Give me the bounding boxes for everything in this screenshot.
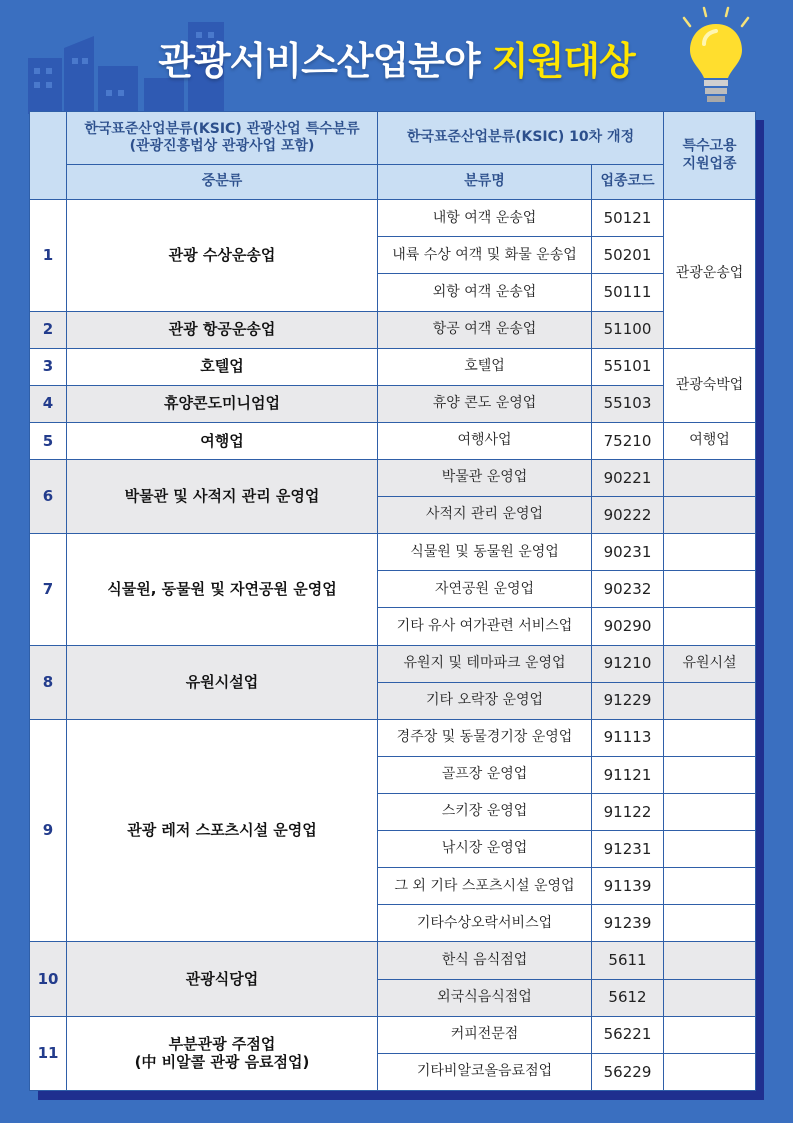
table-row [30,348,756,385]
row-category: 관광 수상운송업 [67,200,378,311]
special-cell [664,868,756,905]
row-category: 호텔업 [67,348,378,385]
table-row [30,942,756,979]
light-bulb-icon [680,6,752,110]
code-cell: 51100 [592,311,664,348]
class-name-cell: 유원지 및 테마파크 운영업 [378,645,592,682]
row-number: 1 [30,200,67,311]
special-cell [664,979,756,1016]
class-name-cell: 기타 유사 여가관련 서비스업 [378,608,592,645]
code-cell: 90231 [592,534,664,571]
page-title [0,30,793,85]
class-name-cell: 호텔업 [378,348,592,385]
row-number: 3 [30,348,67,385]
row-category: 박물관 및 사적지 관리 운영업 [67,460,378,534]
header-ksic-tourism: 한국표준산업분류(KSIC) 관광산업 특수분류 (관광진흥법상 관광사업 포함) [67,112,378,165]
row-category: 관광 레저 스포츠시설 운영업 [67,719,378,942]
class-name-cell: 골프장 운영업 [378,756,592,793]
code-cell: 91231 [592,831,664,868]
special-cell [664,794,756,831]
code-cell: 91139 [592,868,664,905]
class-name-cell: 기타비알코올음료점업 [378,1053,592,1090]
special-cell [664,1053,756,1090]
header-middle: 중분류 [67,165,378,200]
row-number: 8 [30,645,67,719]
table-row [30,534,756,571]
table-row [30,385,756,422]
code-cell: 90232 [592,571,664,608]
special-cell [664,497,756,534]
row-number: 5 [30,422,67,459]
class-name-cell: 기타수상오락서비스업 [378,905,592,942]
table-subheader-row [30,165,756,200]
special-cell [664,905,756,942]
table-row [30,719,756,756]
code-cell: 50121 [592,200,664,237]
row-number: 4 [30,385,67,422]
row-category-sub: (中 비알콜 관광 음료점업) [134,1053,310,1072]
class-name-cell: 휴양 콘도 운영업 [378,385,592,422]
header-class-name: 분류명 [378,165,592,200]
special-cell [664,942,756,979]
class-name-cell: 사적지 관리 운영업 [378,497,592,534]
row-category: 여행업 [67,422,378,459]
special-cell [664,1016,756,1053]
code-cell: 91121 [592,756,664,793]
class-name-cell: 경주장 및 동물경기장 운영업 [378,719,592,756]
code-cell: 90221 [592,460,664,497]
code-cell: 91239 [592,905,664,942]
header-code: 업종코드 [592,165,664,200]
title-highlight: 지원대상 [491,39,635,83]
special-cell [664,682,756,719]
special-cell [664,571,756,608]
row-category [67,1016,378,1090]
table-row [30,1016,756,1053]
class-name-cell: 박물관 운영업 [378,460,592,497]
class-name-cell: 그 외 기타 스포츠시설 운영업 [378,868,592,905]
row-category: 관광 항공운송업 [67,311,378,348]
header-special: 특수고용 지원업종 [664,112,756,200]
code-cell: 56229 [592,1053,664,1090]
special-cell [664,608,756,645]
class-name-cell: 항공 여객 운송업 [378,311,592,348]
special-cell: 유원시설 [664,645,756,682]
class-name-cell: 자연공원 운영업 [378,571,592,608]
row-number: 10 [30,942,67,1016]
table-row [30,200,756,237]
code-cell: 50201 [592,237,664,274]
special-cell [664,719,756,756]
code-cell: 75210 [592,422,664,459]
special-cell: 관광운송업 [664,200,756,348]
code-cell: 91229 [592,682,664,719]
row-number: 6 [30,460,67,534]
row-number: 7 [30,534,67,645]
class-name-cell: 여행사업 [378,422,592,459]
class-name-cell: 식물원 및 동물원 운영업 [378,534,592,571]
row-category: 식물원, 동물원 및 자연공원 운영업 [67,534,378,645]
special-cell [664,460,756,497]
special-cell [664,534,756,571]
table-row [30,422,756,459]
row-number: 2 [30,311,67,348]
code-cell: 50111 [592,274,664,311]
class-name-cell: 커피전문점 [378,1016,592,1053]
special-cell [664,831,756,868]
table-row [30,645,756,682]
code-cell: 55103 [592,385,664,422]
row-category: 휴양콘도미니엄업 [67,385,378,422]
row-number: 11 [30,1016,67,1090]
class-name-cell: 낚시장 운영업 [378,831,592,868]
table-row [30,311,756,348]
code-cell: 91113 [592,719,664,756]
class-name-cell: 기타 오락장 운영업 [378,682,592,719]
class-name-cell: 한식 음식점업 [378,942,592,979]
code-cell: 5611 [592,942,664,979]
code-cell: 90290 [592,608,664,645]
special-cell: 관광숙박업 [664,348,756,422]
code-cell: 91210 [592,645,664,682]
class-name-cell: 내항 여객 운송업 [378,200,592,237]
class-name-cell: 외국식음식점업 [378,979,592,1016]
special-cell: 여행업 [664,422,756,459]
code-cell: 55101 [592,348,664,385]
class-name-cell: 스키장 운영업 [378,794,592,831]
code-cell: 56221 [592,1016,664,1053]
row-category: 관광식당업 [67,942,378,1016]
special-cell [664,756,756,793]
table-header-row [30,112,756,165]
code-cell: 90222 [592,497,664,534]
code-cell: 91122 [592,794,664,831]
table-row [30,460,756,497]
header-blank [30,112,67,200]
code-cell: 5612 [592,979,664,1016]
row-category-main: 부분관광 주점업 [168,1034,276,1053]
title-main: 관광서비스산업분야 [158,39,480,83]
support-target-table [29,111,756,1091]
class-name-cell: 내륙 수상 여객 및 화물 운송업 [378,237,592,274]
class-name-cell: 외항 여객 운송업 [378,274,592,311]
row-category: 유원시설업 [67,645,378,719]
row-number: 9 [30,719,67,942]
header-ksic-10: 한국표준산업분류(KSIC) 10차 개정 [378,112,664,165]
